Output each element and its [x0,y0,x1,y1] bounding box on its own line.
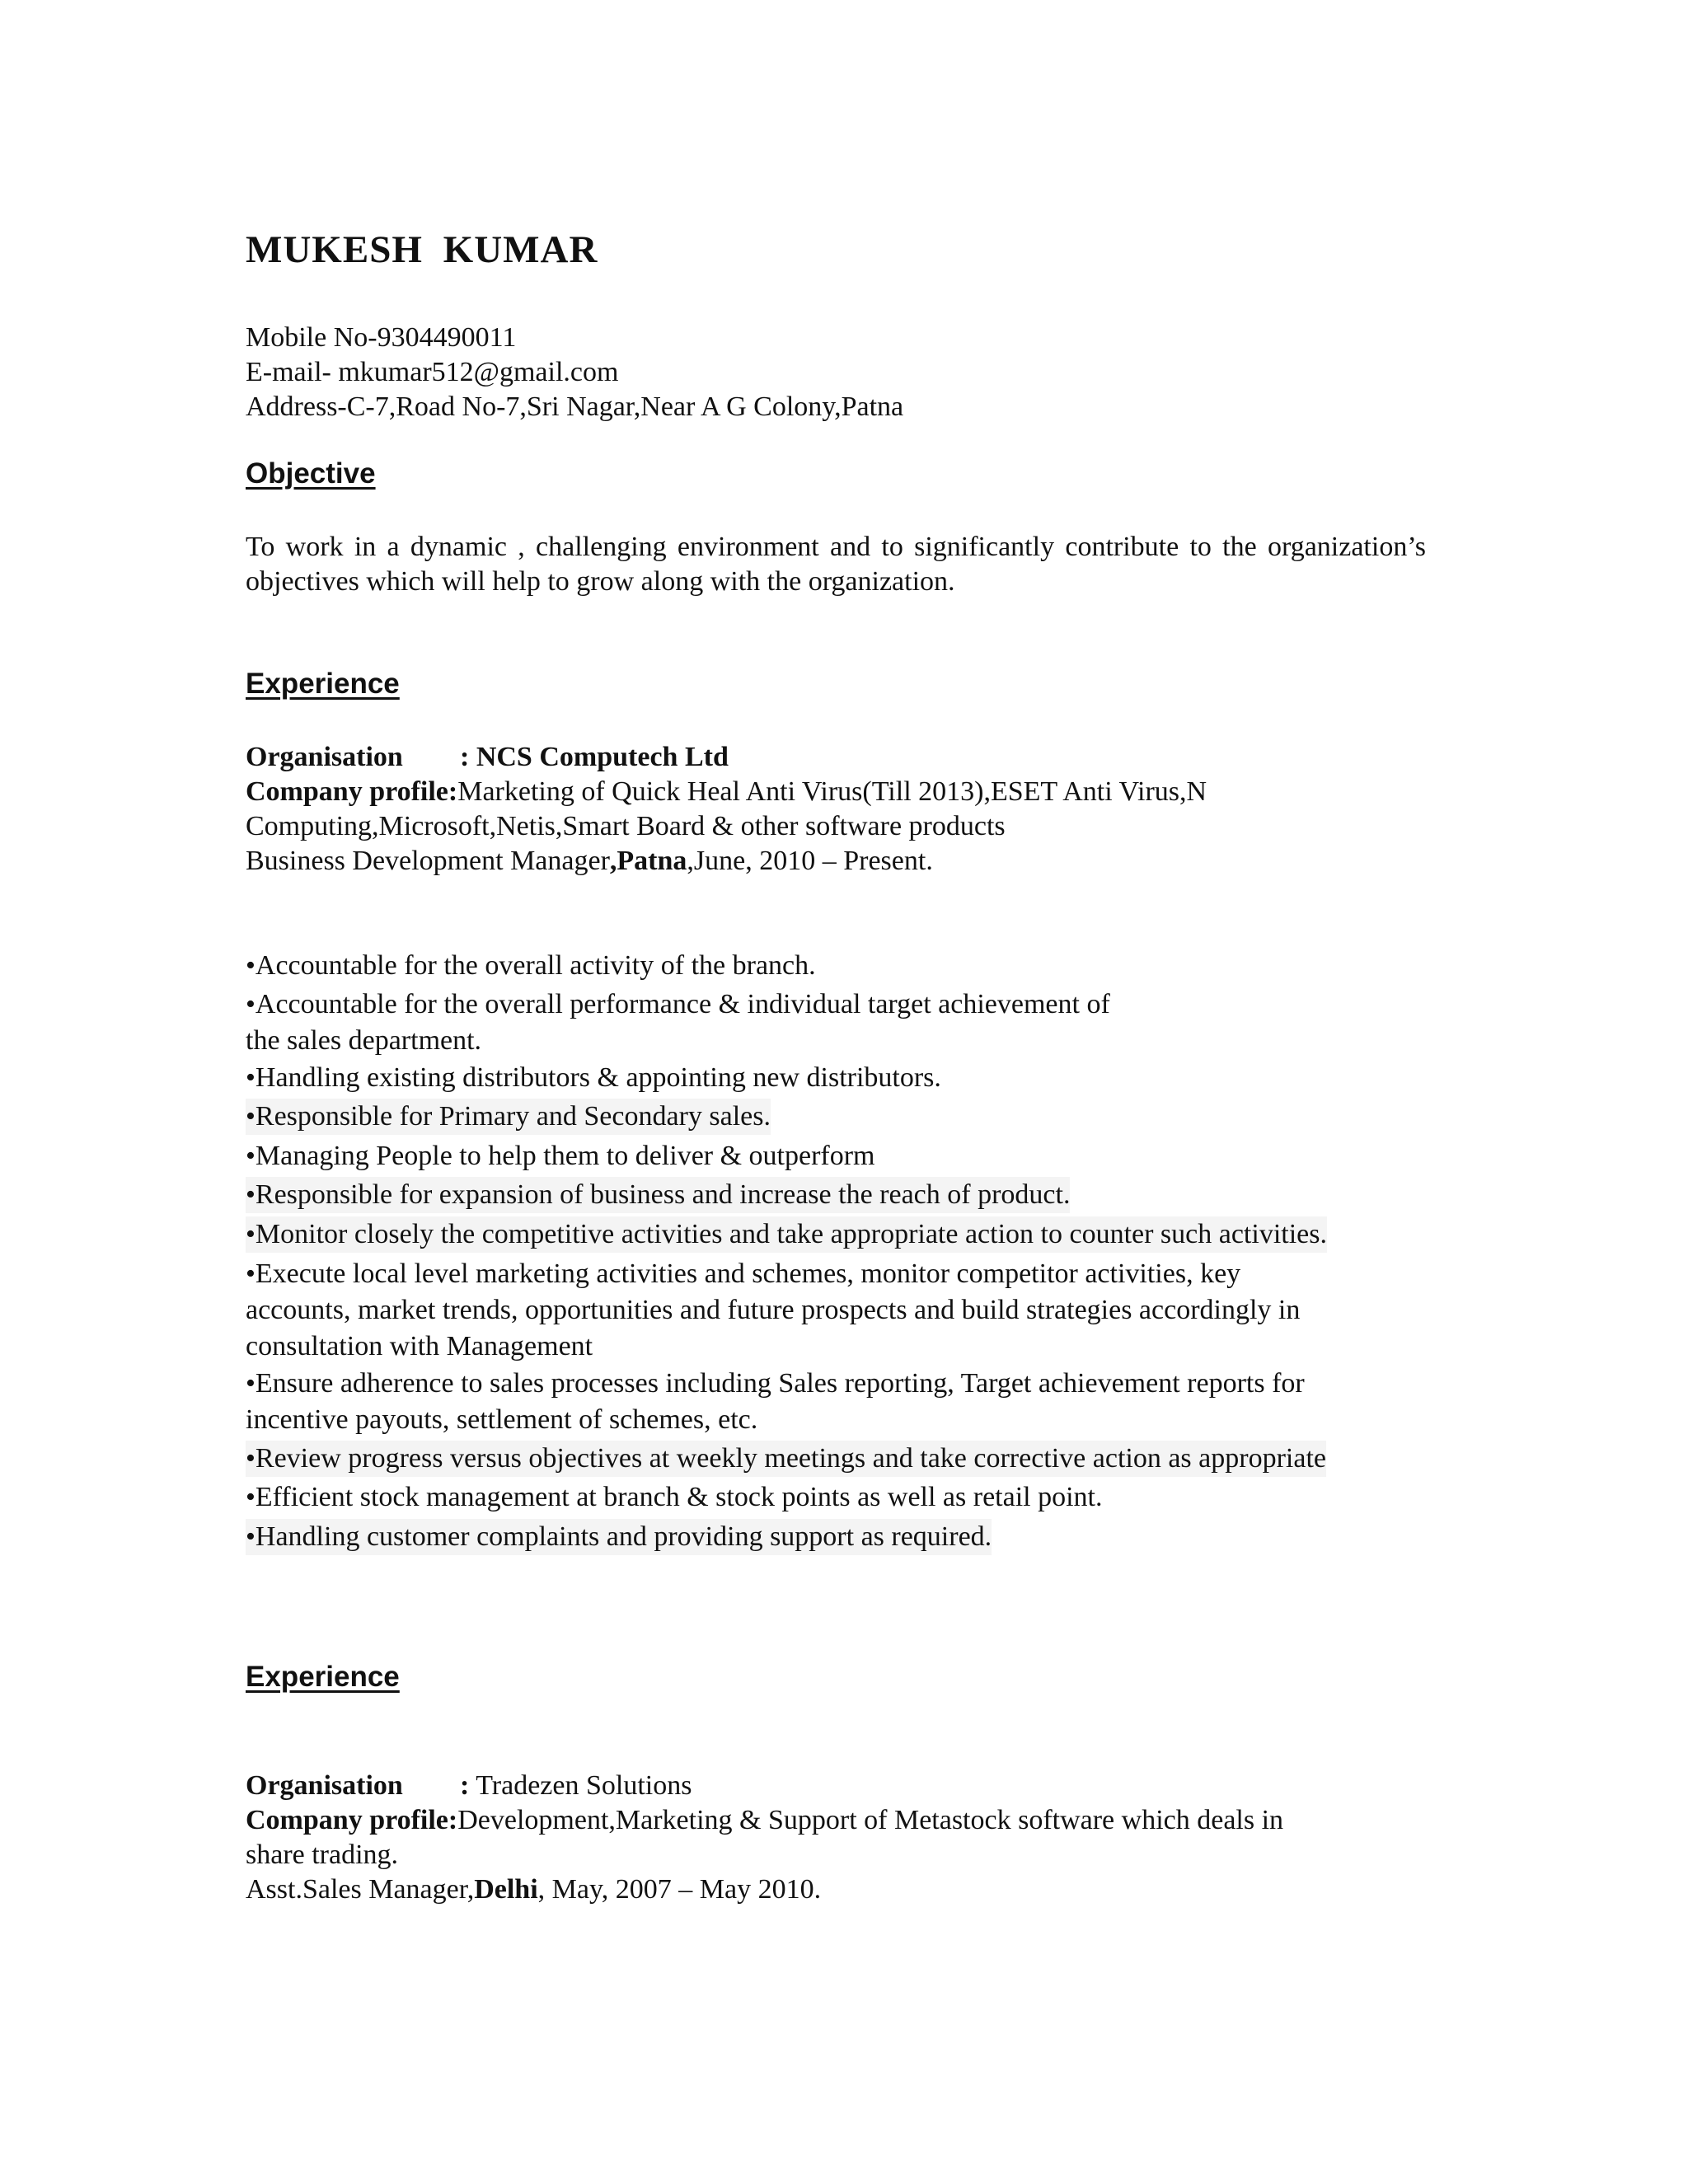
company-profile-line-1 [246,775,1207,809]
list-item: •Handling existing distributors & appointing new distributors. [246,1062,941,1093]
role-title: Business Development Manager [246,846,610,876]
list-item: •Responsible for Primary and Secondary sales. [246,1099,771,1135]
role-line-2 [246,1872,821,1907]
contact-address: Address-C-7,Road No-7,Sri Nagar,Near A G Colony,Patna [246,391,904,422]
role-location: Delhi [474,1874,538,1905]
objective-heading: Objective [246,457,376,490]
company-profile-line-1 [246,1803,1283,1838]
organisation-line-1 [246,740,729,775]
list-item: incentive payouts, settlement of schemes, etc. [246,1404,758,1435]
role-line-1: Business Development Manager,Patna,June, 2010 – Present. [246,846,933,876]
list-item: •Review progress versus objectives at weekly meetings and take corrective action as appropriate [246,1441,1326,1477]
list-item: accounts, market trends, opportunities and future prospects and build strategies accordingly in [246,1295,1301,1325]
company-profile-text: Development,Marketing & Support of Metastock software which deals in [457,1805,1284,1835]
organisation-name: Tradezen Solutions [469,1770,692,1801]
company-profile-line-2: share trading. [246,1840,399,1870]
list-item: •Handling customer complaints and providing support as required. [246,1519,992,1555]
organisation-label: Organisation [246,1770,403,1801]
role-title: Asst.Sales Manager, [246,1874,475,1905]
contact-email: E-mail- mkumar512@gmail.com [246,357,619,387]
company-profile-label: Company profile: [246,1805,458,1835]
list-item: consultation with Management [246,1331,593,1361]
list-item: •Execute local level marketing activities and schemes, monitor competitor activities, key [246,1258,1241,1289]
organisation-line-2 [246,1769,692,1803]
candidate-name: MUKESH KUMAR [246,228,598,271]
company-profile-line-2: Computing,Microsoft,Netis,Smart Board & other software products [246,811,1006,841]
list-item: the sales department. [246,1025,482,1056]
list-item: •Accountable for the overall performance & individual target achievement of [246,989,1110,1019]
list-item: •Monitor closely the competitive activities and take appropriate action to counter such activities. [246,1216,1327,1253]
role-location: Patna [617,846,687,876]
company-profile-label: Company profile: [246,776,458,807]
experience-heading-2: Experience [246,1661,400,1693]
list-item: •Accountable for the overall activity of the branch. [246,950,816,981]
role-period: ,June, 2010 – Present. [687,846,933,876]
organisation-colon: : [460,1770,470,1801]
list-item: •Ensure adherence to sales processes including Sales reporting, Target achievement reports for [246,1368,1305,1399]
list-item: •Efficient stock management at branch & stock points as well as retail point. [246,1482,1103,1512]
organisation-label: Organisation [246,742,403,772]
experience-heading-1: Experience [246,668,400,700]
list-item: •Managing People to help them to deliver & outperform [246,1141,875,1171]
contact-mobile: Mobile No-9304490011 [246,322,517,353]
list-item: •Responsible for expansion of business and increase the reach of product. [246,1177,1070,1213]
company-profile-text: Marketing of Quick Heal Anti Virus(Till 2013),ESET Anti Virus,N [457,776,1207,807]
organisation-name: : NCS Computech Ltd [460,742,729,772]
role-period: , May, 2007 – May 2010. [537,1874,822,1905]
objective-text: To work in a dynamic , challenging environment and to significantly contribute to the organization’s objectives which will help to grow along with the organization. [246,532,1426,597]
